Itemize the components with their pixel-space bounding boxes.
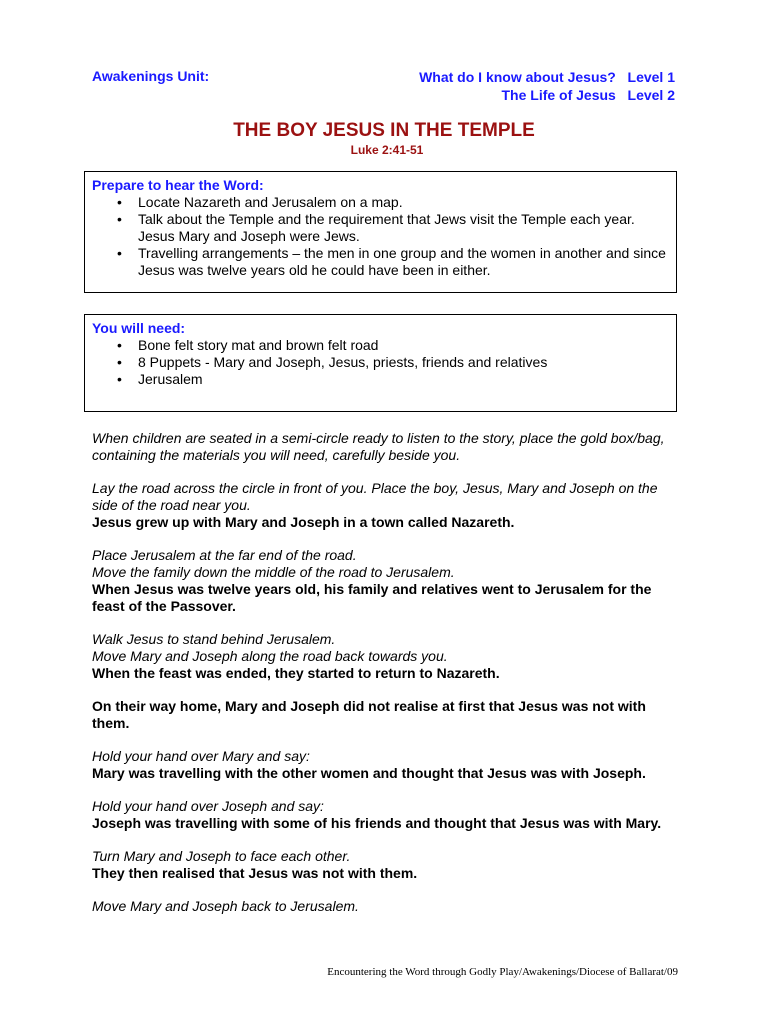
story-paragraph xyxy=(92,547,682,615)
instruction-text: Hold your hand over Mary and say: xyxy=(92,748,310,764)
unit-label: Awakenings Unit: xyxy=(92,68,210,84)
story-paragraph xyxy=(92,748,682,782)
instruction-text: When children are seated in a semi-circle ready to listen to the story, place the gold box/bag, containing the materials you will need, carefully beside you. xyxy=(92,430,665,463)
list-item: • Jerusalem xyxy=(92,371,668,388)
narration-text: They then realised that Jesus was not with them. xyxy=(92,865,418,881)
story-script xyxy=(92,430,682,931)
story-paragraph xyxy=(92,798,682,832)
story-paragraph xyxy=(92,480,682,531)
instruction-text: Move the family down the middle of the road to Jerusalem. xyxy=(92,564,455,580)
story-paragraph xyxy=(92,631,682,682)
narration-text: Joseph was travelling with some of his friends and thought that Jesus was with Mary. xyxy=(92,815,662,831)
prepare-box xyxy=(84,171,677,293)
narration-text: On their way home, Mary and Joseph did not realise at first that Jesus was not with them. xyxy=(92,698,646,731)
materials-box xyxy=(84,314,677,412)
instruction-text: Hold your hand over Joseph and say: xyxy=(92,798,324,814)
instruction-text: Walk Jesus to stand behind Jerusalem. xyxy=(92,631,336,647)
scripture-reference: Luke 2:41-51 xyxy=(350,143,424,157)
narration-text: Mary was travelling with the other women and thought that Jesus was with Joseph. xyxy=(92,765,646,781)
materials-heading: You will need: xyxy=(92,320,186,336)
level-info xyxy=(419,68,675,104)
instruction-text: Place Jerusalem at the far end of the road. xyxy=(92,547,357,563)
list-item: • Talk about the Temple and the requirement that Jews visit the Temple each year. Jesus Mary and Joseph were Jews. xyxy=(92,211,668,245)
page-footer: Encountering the Word through Godly Play/Awakenings/Diocese of Ballarat/09 xyxy=(327,966,678,978)
level-1-line: What do I know about Jesus? Level 1 xyxy=(419,69,675,85)
page-title: THE BOY JESUS IN THE TEMPLE xyxy=(233,120,535,141)
list-item: • Bone felt story mat and brown felt road xyxy=(92,337,668,354)
prepare-list xyxy=(92,194,668,279)
list-item: • Travelling arrangements – the men in one group and the women in another and since Jesus was twelve years old he could have been in either. xyxy=(92,245,668,279)
narration-text: Jesus grew up with Mary and Joseph in a town called Nazareth. xyxy=(92,514,515,530)
materials-list xyxy=(92,337,668,388)
instruction-text: Move Mary and Joseph along the road back towards you. xyxy=(92,648,448,664)
story-paragraph xyxy=(92,698,682,732)
list-item: • Locate Nazareth and Jerusalem on a map. xyxy=(92,194,668,211)
story-paragraph xyxy=(92,898,682,915)
level-2-line: The Life of Jesus Level 2 xyxy=(501,87,675,103)
list-item: • 8 Puppets - Mary and Joseph, Jesus, priests, friends and relatives xyxy=(92,354,668,371)
story-paragraph xyxy=(92,430,682,464)
instruction-text: Turn Mary and Joseph to face each other. xyxy=(92,848,351,864)
story-paragraph xyxy=(92,848,682,882)
narration-text: When the feast was ended, they started to return to Nazareth. xyxy=(92,665,500,681)
instruction-text: Lay the road across the circle in front of you. Place the boy, Jesus, Mary and Joseph on the side of the road near you. xyxy=(92,480,658,513)
narration-text: When Jesus was twelve years old, his family and relatives went to Jerusalem for the feast of the Passover. xyxy=(92,581,652,614)
instruction-text: Move Mary and Joseph back to Jerusalem. xyxy=(92,898,359,914)
prepare-heading: Prepare to hear the Word: xyxy=(92,177,264,193)
